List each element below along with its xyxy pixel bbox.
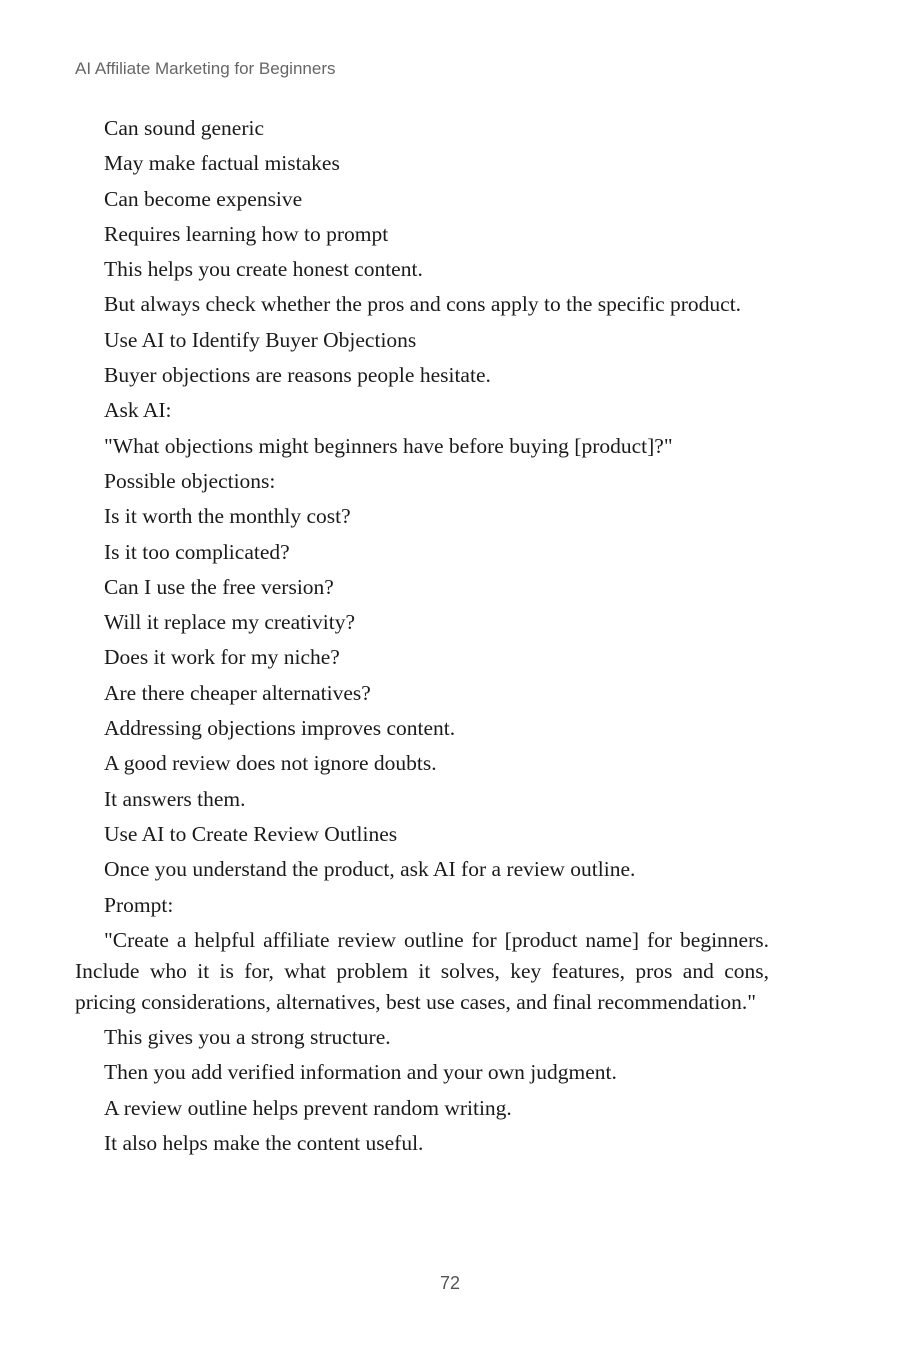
paragraph: It also helps make the content useful. bbox=[104, 1131, 424, 1156]
paragraph: Can sound generic bbox=[104, 116, 265, 140]
body-text bbox=[75, 113, 769, 1163]
paragraph: This gives you a strong structure. bbox=[104, 1025, 391, 1050]
paragraph: Addressing objections improves content. bbox=[104, 716, 456, 741]
paragraph: Possible objections: bbox=[104, 468, 276, 493]
list-item: Is it too complicated? bbox=[104, 539, 290, 564]
paragraph: This helps you create honest content. bbox=[104, 257, 423, 282]
prompt-quote: "Create a helpful affiliate review outline for [product name] for beginners. Include who it is for, what problem it solves, key features, pros and cons, pricing considerations, alternatives, best use cases, and final recommendation." bbox=[75, 927, 769, 1014]
running-header: AI Affiliate Marketing for Beginners bbox=[75, 59, 336, 78]
paragraph: Requires learning how to prompt bbox=[104, 221, 389, 246]
list-item: Does it work for my niche? bbox=[104, 645, 340, 670]
paragraph: Once you understand the product, ask AI for a review outline. bbox=[104, 857, 636, 882]
page-number: 72 bbox=[439, 1273, 461, 1293]
list-item: Is it worth the monthly cost? bbox=[104, 504, 351, 529]
list-item: Will it replace my creativity? bbox=[104, 610, 356, 635]
paragraph: It answers them. bbox=[104, 786, 246, 811]
paragraph: May make factual mistakes bbox=[104, 151, 340, 176]
paragraph: Buyer objections are reasons people hesitate. bbox=[104, 363, 491, 388]
list-item: Can I use the free version? bbox=[104, 574, 334, 599]
prompt-quote: "What objections might beginners have before buying [product]?" bbox=[104, 433, 673, 458]
section-heading: Use AI to Create Review Outlines bbox=[104, 821, 398, 846]
paragraph: Can become expensive bbox=[104, 186, 303, 211]
paragraph: Prompt: bbox=[104, 892, 174, 917]
paragraph: A good review does not ignore doubts. bbox=[104, 751, 437, 776]
paragraph: Then you add verified information and your own judgment. bbox=[104, 1060, 617, 1085]
paragraph: A review outline helps prevent random writing. bbox=[104, 1095, 512, 1120]
section-heading: Use AI to Identify Buyer Objections bbox=[104, 327, 417, 352]
list-item: Are there cheaper alternatives? bbox=[104, 680, 371, 705]
paragraph: But always check whether the pros and cons apply to the specific product. bbox=[104, 292, 742, 317]
paragraph: Ask AI: bbox=[104, 398, 172, 423]
